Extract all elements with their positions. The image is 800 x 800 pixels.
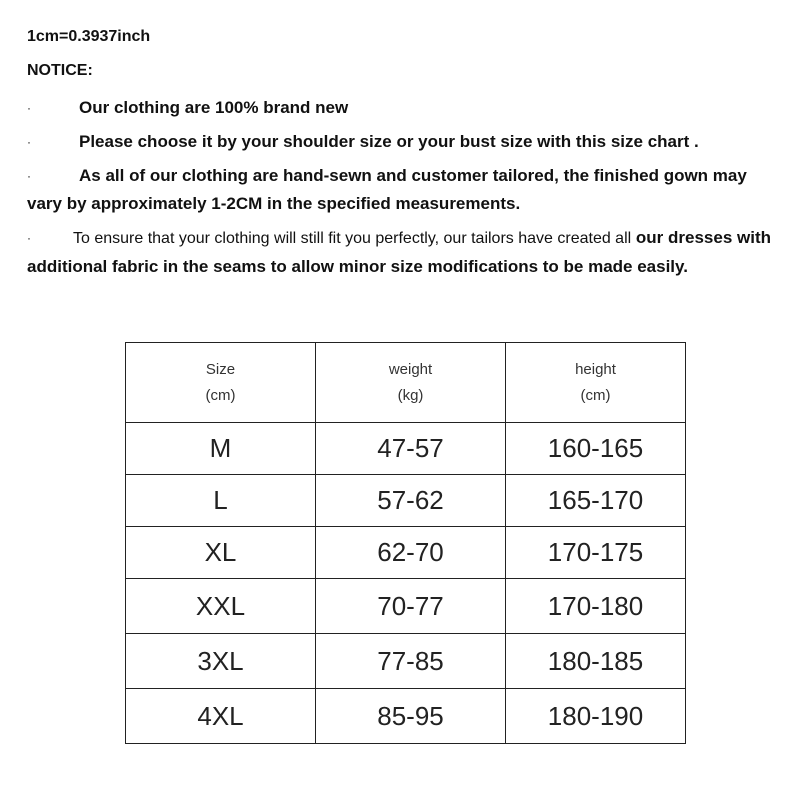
- table-row: [126, 634, 686, 689]
- notice-section: [27, 26, 772, 287]
- table-row: [126, 475, 686, 527]
- height-cell: 180-190: [506, 689, 686, 744]
- column-header-weight: [316, 343, 506, 423]
- table-row: [126, 423, 686, 475]
- bullet-icon: ·: [27, 135, 31, 149]
- bullet-icon: ·: [27, 231, 31, 245]
- notice-item: [27, 162, 772, 218]
- column-header-unit: (cm): [205, 386, 236, 404]
- height-cell: 180-185: [506, 634, 686, 689]
- weight-cell: 70-77: [316, 579, 506, 634]
- notice-item-text: Our clothing are 100% brand new: [79, 98, 349, 117]
- bullet-icon: ·: [27, 169, 31, 183]
- table-header-row: [126, 343, 686, 423]
- notice-item-lead-text: To ensure that your clothing will still fit you perfectly, our tailors have created all: [73, 230, 632, 247]
- notice-item-text: Please choose it by your shoulder size or your bust size with this size chart .: [79, 132, 699, 151]
- table-row: [126, 579, 686, 634]
- weight-cell: 62-70: [316, 527, 506, 579]
- unit-conversion-text: 1cm=0.3937inch: [27, 28, 151, 45]
- size-cell: XXL: [126, 579, 316, 634]
- column-header-name: Size: [205, 360, 236, 378]
- notice-item-text: our dresses with additional fabric in the seams to allow minor size modifications to be made easily.: [27, 228, 772, 276]
- column-header-unit: (cm): [580, 386, 611, 404]
- size-cell: 3XL: [126, 634, 316, 689]
- notice-title: NOTICE:: [27, 62, 93, 79]
- height-cell: 160-165: [506, 423, 686, 475]
- size-cell: 4XL: [126, 689, 316, 744]
- table-row: [126, 689, 686, 744]
- column-header-name: weight: [388, 360, 433, 378]
- weight-cell: 47-57: [316, 423, 506, 475]
- column-header-size: [126, 343, 316, 423]
- height-cell: 170-180: [506, 579, 686, 634]
- bullet-icon: ·: [27, 101, 31, 115]
- size-cell: L: [126, 475, 316, 527]
- weight-cell: 77-85: [316, 634, 506, 689]
- weight-cell: 57-62: [316, 475, 506, 527]
- column-header-name: height: [575, 360, 616, 378]
- size-chart-table: [125, 342, 686, 744]
- notice-item-text: As all of our clothing are hand-sewn and customer tailored, the finished gown may vary by approximately 1-2CM in the specified measurements.: [27, 166, 747, 213]
- weight-cell: 85-95: [316, 689, 506, 744]
- height-cell: 165-170: [506, 475, 686, 527]
- table-row: [126, 527, 686, 579]
- notice-item: [27, 128, 772, 156]
- size-cell: XL: [126, 527, 316, 579]
- column-header-height: [506, 343, 686, 423]
- height-cell: 170-175: [506, 527, 686, 579]
- notice-item: [27, 94, 772, 122]
- column-header-unit: (kg): [397, 386, 424, 404]
- size-cell: M: [126, 423, 316, 475]
- notice-item: [27, 224, 772, 281]
